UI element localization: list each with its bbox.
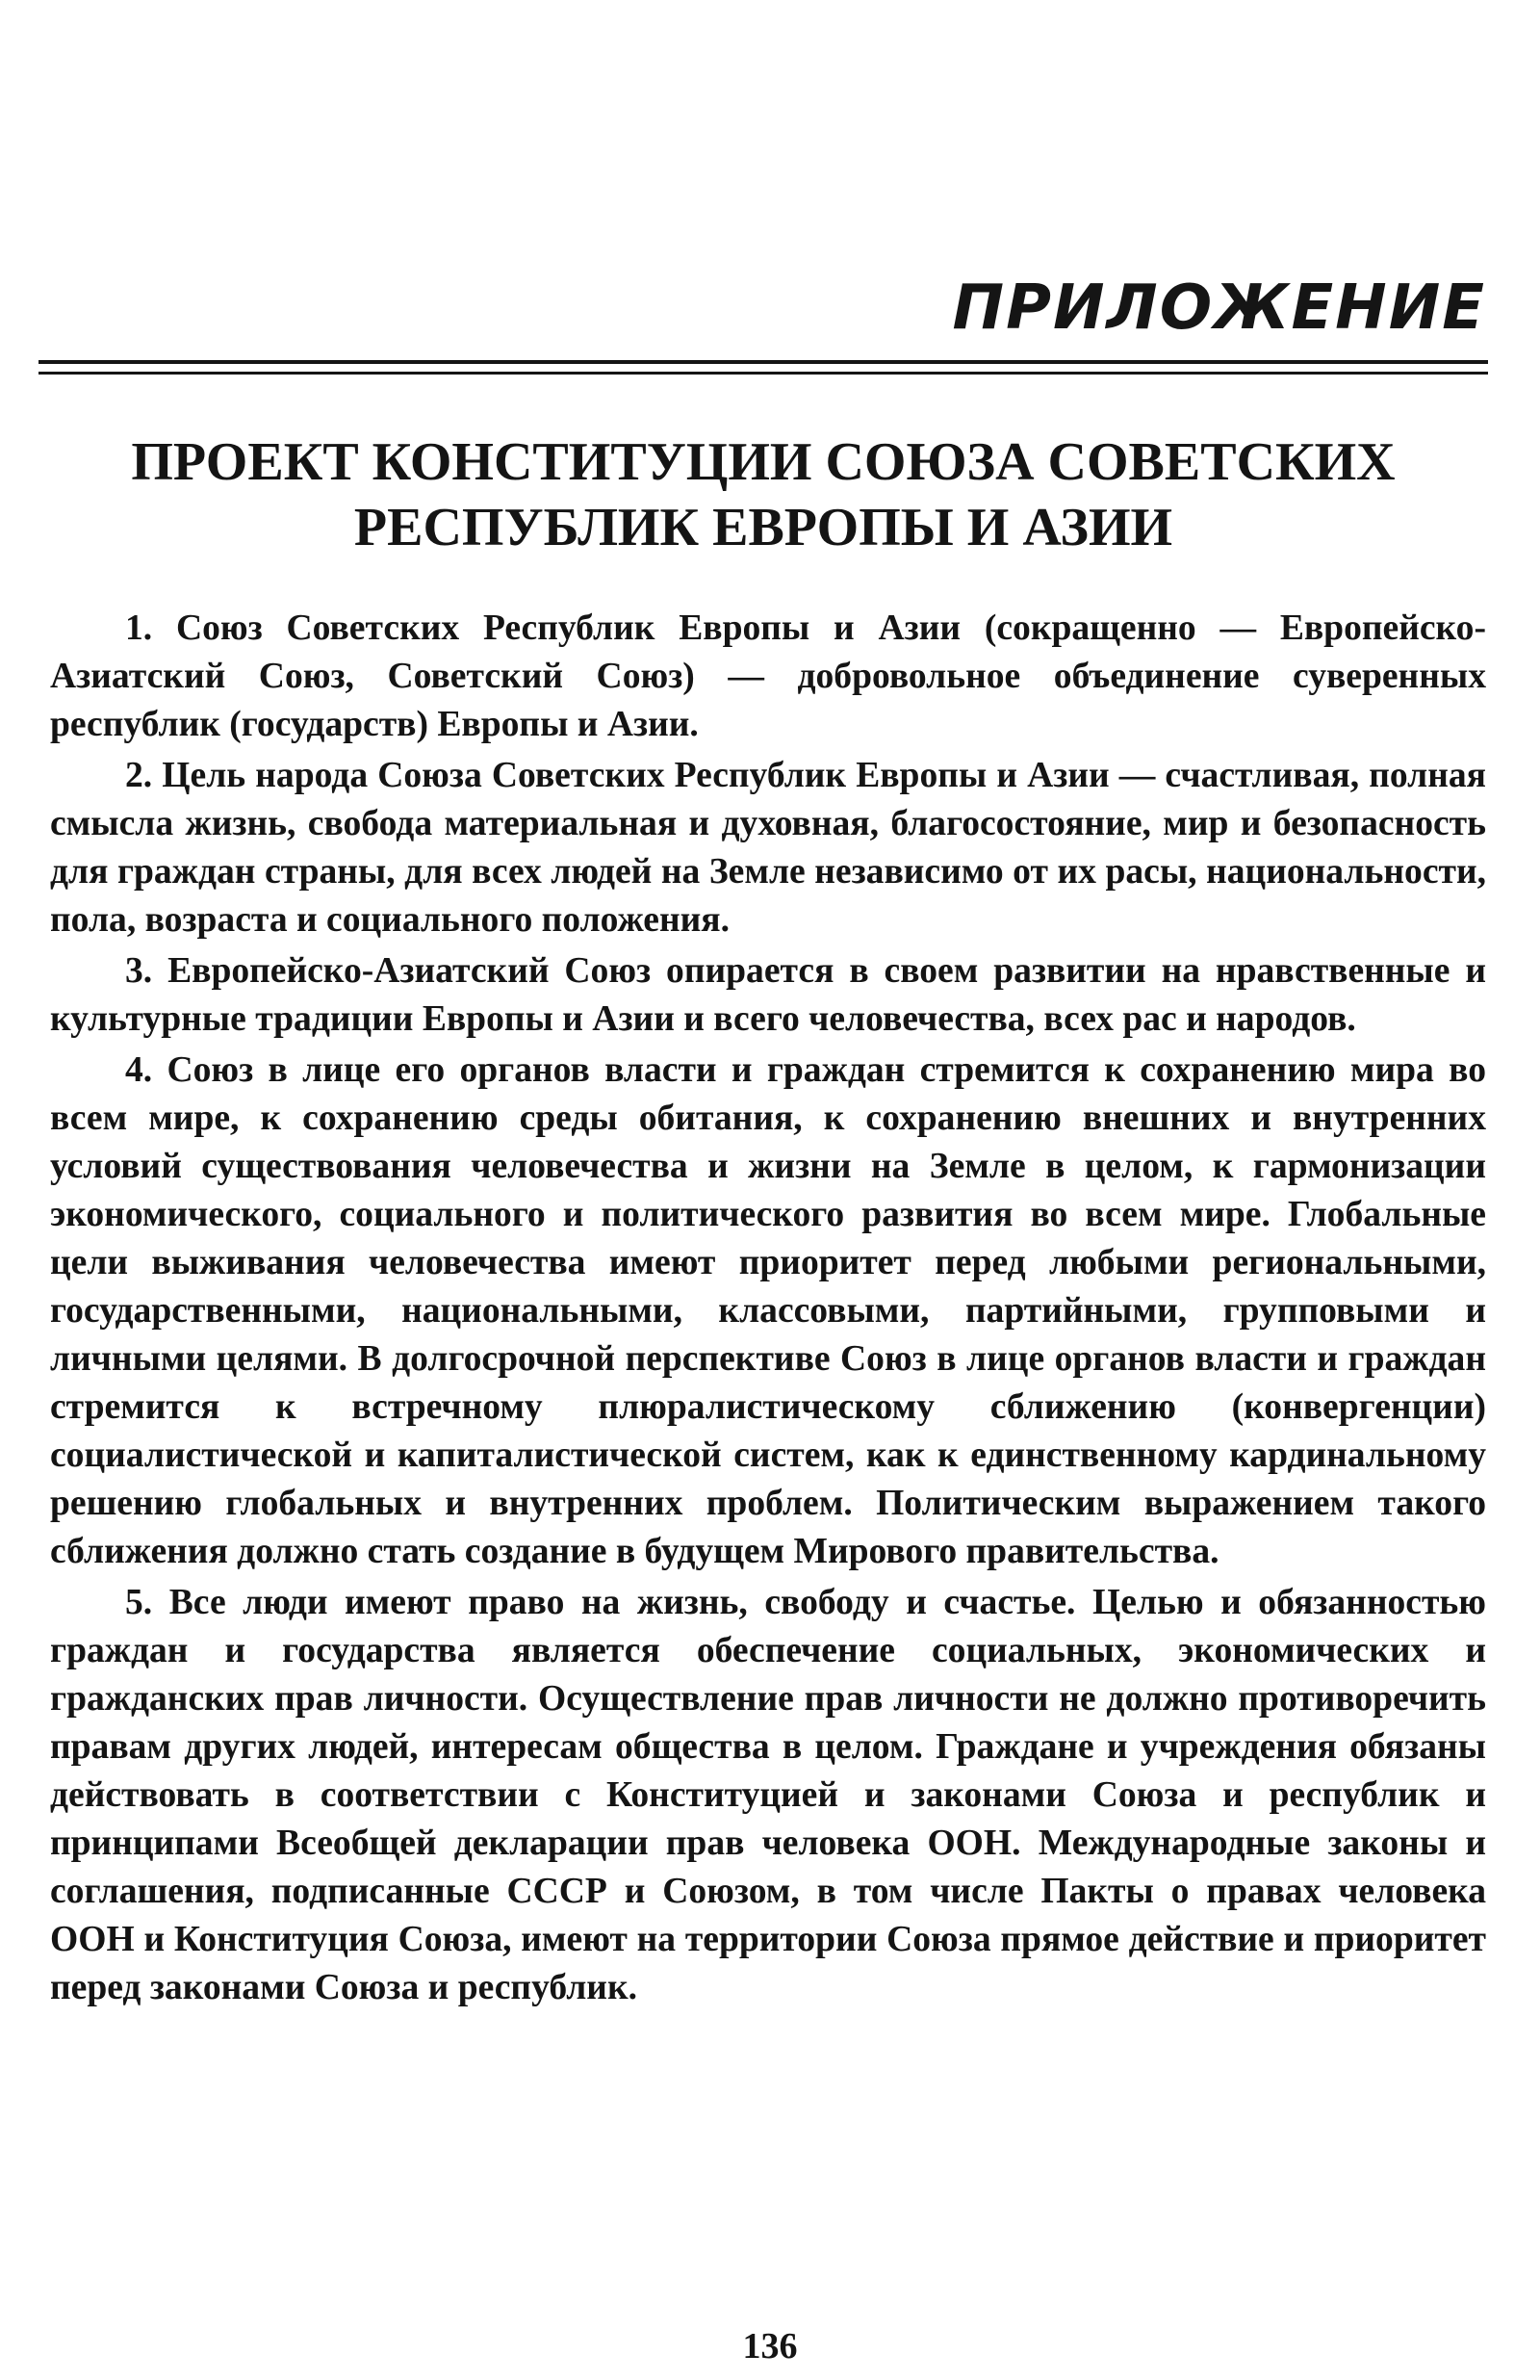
document-title (38, 429, 1488, 560)
article-4: 4. Союз в лице его органов власти и граждан стремится к сохранению мира во всем мире, к сохранению среды обитания, к сохранению внешних и внутренних условий существования человечества и жизни на Земле в целом, к гармонизации экономического, социального и политического развития во всем мире. Глобальные цели выживания человечества имеют приоритет перед любыми региональными, государственными, национальными, классовыми, партийными, групповыми и личными целями. В долгосрочной перспективе Союз в лице органов власти и граждан стремится к встречному плюралистическому сближению (конвергенции) социалистической и капиталистической систем, как к единственному кардинальному решению глобальных и внутренних проблем. Политическим выражением такого сближения должно стать создание в будущем Мирового правительства. (50, 1050, 1486, 1571)
article-3: 3. Европейско-Азиатский Союз опирается в своем развитии на нравственные и культурные традиции Европы и Азии и всего человечества, всех рас и народов. (50, 951, 1486, 1039)
header-rule-top (38, 360, 1488, 364)
header-rule-bottom (38, 372, 1488, 375)
body-text (50, 605, 1486, 2015)
section-label: ПРИЛОЖЕНИЕ (952, 272, 1486, 344)
article-5: 5. Все люди имеют право на жизнь, свободу и счастье. Целью и обязанностью граждан и государства является обеспечение социальных, экономических и гражданских прав личности. Осуществление прав личности не должно противоречить правам других людей, интересам общества в целом. Граждане и учреждения обязаны действовать в соответствии с Конституцией и законами Союза и республик и принципами Всеобщей декларации прав человека ООН. Международные законы и соглашения, подписанные СССР и Союзом, в том числе Пакты о правах человека ООН и Конституция Союза, имеют на территории Союза прямое действие и приоритет перед законами Союза и республик. (50, 1583, 1486, 2007)
document-title-line-2: РЕСПУБЛИК ЕВРОПЫ И АЗИИ (353, 498, 1173, 557)
page-number: 136 (742, 2326, 798, 2367)
article-1: 1. Союз Советских Республик Европы и Азии (сокращенно — Европейско-Азиатский Союз, Советский Союз) — добровольное объединение суверенных республик (государств) Европы и Азии. (50, 608, 1486, 744)
article-2: 2. Цель народа Союза Советских Республик Европы и Азии — счастливая, полная смысла жизнь, свобода материальная и духовная, благосостояние, мир и безопасность для граждан страны, для всех людей на Земле независимо от их расы, национальности, пола, возраста и социального положения. (50, 756, 1486, 940)
document-title-line-1: ПРОЕКТ КОНСТИТУЦИИ СОЮЗА СОВЕТСКИХ (131, 432, 1396, 492)
